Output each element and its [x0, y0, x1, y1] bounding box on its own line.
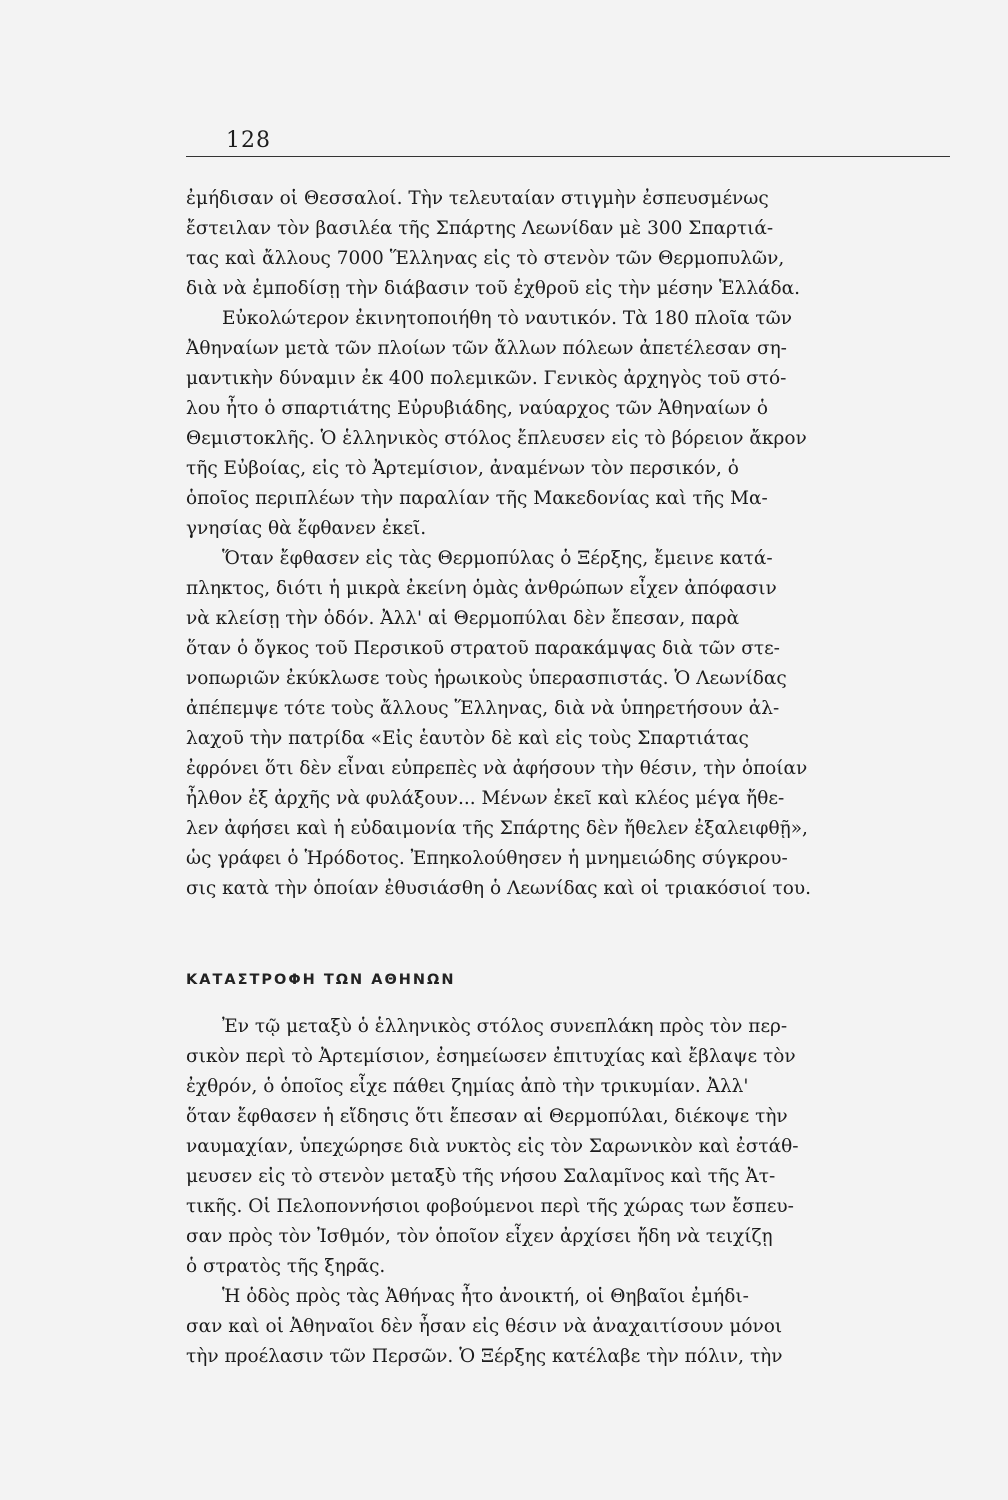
text-line: μαντικὴν δύναμιν ἐκ 400 πολεμικῶν. Γενικὸς ἀρχηγὸς τοῦ στό- — [186, 368, 787, 389]
text-line: σις κατὰ τὴν ὁποίαν ἐθυσιάσθη ὁ Λεωνίδας καὶ οἱ τριακόσιοί του. — [186, 878, 812, 899]
text-line: γνησίας θὰ ἔφθανεν ἐκεῖ. — [186, 518, 427, 539]
text-line: λου ἦτο ὁ σπαρτιάτης Εὐρυβιάδης, ναύαρχος τῶν Ἀθηναίων ὁ — [186, 398, 769, 419]
header-rule — [186, 156, 950, 157]
text-line: ὅταν ὁ ὄγκος τοῦ Περσικοῦ στρατοῦ παρακάμψας διὰ τῶν στε- — [186, 638, 780, 659]
text-line: νὰ κλείσῃ τὴν ὁδόν. Ἀλλ' αἱ Θερμοπύλαι δὲν ἔπεσαν, παρὰ — [186, 608, 740, 629]
text-line: ὡς γράφει ὁ Ἡρόδοτος. Ἐπηκολούθησεν ἡ μνημειώδης σύγκρου- — [186, 848, 788, 869]
text-line: διὰ νὰ ἐμποδίσῃ τὴν διάβασιν τοῦ ἐχθροῦ εἰς τὴν μέσην Ἑλλάδα. — [186, 278, 801, 299]
text-line: Ἡ ὁδὸς πρὸς τὰς Ἀθήνας ἦτο ἀνοικτή, οἱ Θηβαῖοι ἐμήδι- — [222, 1286, 749, 1307]
text-line: λαχοῦ τὴν πατρίδα «Εἰς ἑαυτὸν δὲ καὶ εἰς τοὺς Σπαρτιάτας — [186, 728, 749, 749]
text-line: Ἀθηναίων μετὰ τῶν πλοίων τῶν ἄλλων πόλεων ἀπετέλεσαν ση- — [186, 338, 787, 359]
text-line: σικὸν περὶ τὸ Ἀρτεμίσιον, ἐσημείωσεν ἐπιτυχίας καὶ ἔβλαψε τὸν — [186, 1046, 796, 1067]
section-text-block — [186, 1012, 964, 1372]
page-number: 128 — [226, 128, 271, 153]
text-line: σαν πρὸς τὸν Ἰσθμόν, τὸν ὁποῖον εἶχεν ἀρχίσει ἤδη νὰ τειχίζῃ — [186, 1226, 773, 1247]
text-line: ἔστειλαν τὸν βασιλέα τῆς Σπάρτης Λεωνίδαν μὲ 300 Σπαρτιά- — [186, 218, 774, 239]
text-line: πληκτος, διότι ἡ μικρὰ ἐκείνη ὁμὰς ἀνθρώπων εἶχεν ἀπόφασιν — [186, 578, 777, 599]
text-line: ὁποῖος περιπλέων τὴν παραλίαν τῆς Μακεδονίας καὶ τῆς Μα- — [186, 488, 768, 509]
text-line: λεν ἀφήσει καὶ ἡ εὐδαιμονία τῆς Σπάρτης δὲν ἤθελεν ἐξαλειφθῇ», — [186, 818, 808, 839]
text-line: ἐφρόνει ὅτι δὲν εἶναι εὐπρεπὲς νὰ ἀφήσουν τὴν θέσιν, τὴν ὁποίαν — [186, 758, 808, 779]
text-line: τικῆς. Οἱ Πελοποννήσιοι φοβούμενοι περὶ τῆς χώρας των ἔσπευ- — [186, 1196, 794, 1217]
section-text-block — [186, 184, 964, 904]
text-line: Ἐν τῷ μεταξὺ ὁ ἑλληνικὸς στόλος συνεπλάκη πρὸς τὸν περ- — [222, 1016, 788, 1037]
text-line: Θεμιστοκλῆς. Ὁ ἑλληνικὸς στόλος ἔπλευσεν εἰς τὸ βόρειον ἄκρον — [186, 428, 807, 449]
section-heading: ΚΑΤΑΣΤΡΟΦΗ ΤΩΝ ΑΘΗΝΩΝ — [186, 972, 456, 988]
text-line: ναυμαχίαν, ὑπεχώρησε διὰ νυκτὸς εἰς τὸν Σαρωνικὸν καὶ ἐστάθ- — [186, 1136, 799, 1157]
text-line: ὅταν ἔφθασεν ἡ εἴδησις ὅτι ἔπεσαν αἱ Θερμοπύλαι, διέκοψε τὴν — [186, 1106, 788, 1127]
text-line: ἦλθον ἐξ ἀρχῆς νὰ φυλάξουν... Μένων ἐκεῖ καὶ κλέος μέγα ἤθε- — [186, 788, 785, 809]
text-line: μευσεν εἰς τὸ στενὸν μεταξὺ τῆς νήσου Σαλαμῖνος καὶ τῆς Ἀτ- — [186, 1166, 776, 1187]
text-line: ἐμήδισαν οἱ Θεσσαλοί. Τὴν τελευταίαν στιγμὴν ἐσπευσμένως — [186, 188, 769, 209]
text-line: τῆς Εὐβοίας, εἰς τὸ Ἀρτεμίσιον, ἀναμένων τὸν περσικόν, ὁ — [186, 458, 739, 479]
text-line: ἐχθρόν, ὁ ὁποῖος εἶχε πάθει ζημίας ἀπὸ τὴν τρικυμίαν. Ἀλλ' — [186, 1076, 749, 1097]
text-line: Εὐκολώτερον ἐκινητοποιήθη τὸ ναυτικόν. Τὰ 180 πλοῖα τῶν — [222, 308, 792, 329]
text-line: τὴν προέλασιν τῶν Περσῶν. Ὁ Ξέρξης κατέλαβε τὴν πόλιν, τὴν — [186, 1346, 783, 1367]
text-line: σαν καὶ οἱ Ἀθηναῖοι δὲν ἦσαν εἰς θέσιν νὰ ἀναχαιτίσουν μόνοι — [186, 1316, 783, 1337]
text-line: Ὅταν ἔφθασεν εἰς τὰς Θερμοπύλας ὁ Ξέρξης, ἔμεινε κατά- — [222, 548, 773, 569]
text-line: ὁ στρατὸς τῆς ξηρᾶς. — [186, 1256, 386, 1277]
text-line: τας καὶ ἄλλους 7000 Ἕλληνας εἰς τὸ στενὸν τῶν Θερμοπυλῶν, — [186, 248, 785, 269]
text-line: νοπωριῶν ἐκύκλωσε τοὺς ἡρωικοὺς ὑπερασπιστάς. Ὁ Λεωνίδας — [186, 668, 787, 689]
text-line: ἀπέπεμψε τότε τοὺς ἄλλους Ἕλληνας, διὰ νὰ ὑπηρετήσουν ἀλ- — [186, 698, 780, 719]
